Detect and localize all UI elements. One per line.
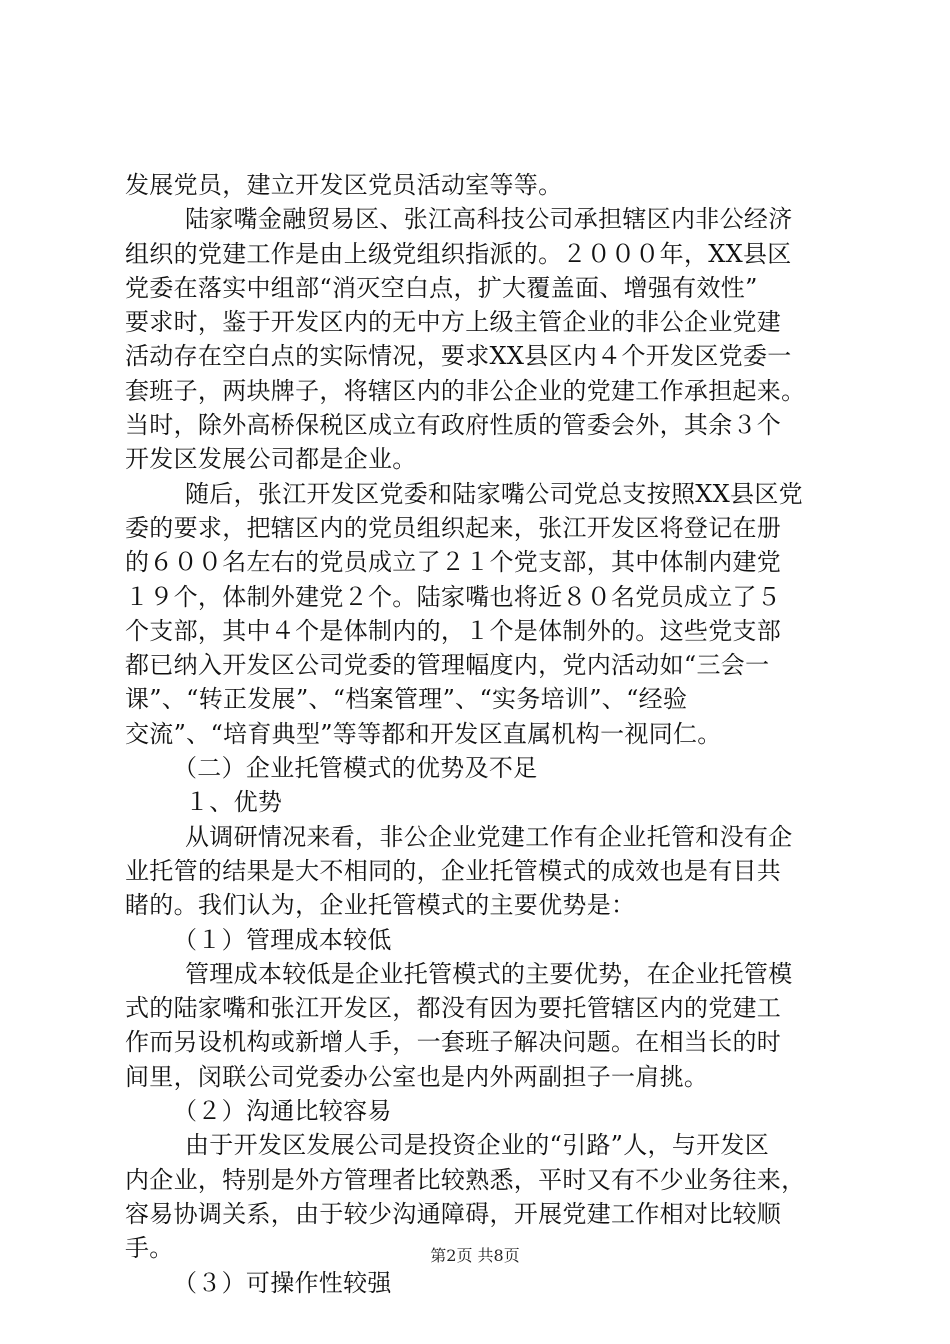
text-line: 套班子，两块牌子，将辖区内的非公企业的党建工作承担起来。: [125, 376, 806, 405]
text-line: 活动存在空白点的实际情况，要求XX县区内４个开发区党委一: [125, 342, 792, 371]
document-body: [125, 168, 845, 1300]
text-line: 内企业，特别是外方管理者比较熟悉，平时又有不少业务往来，: [125, 1165, 806, 1194]
text-line: 由于开发区发展公司是投资企业的“引路”人，与开发区: [185, 1131, 770, 1160]
text-line: 开发区发展公司都是企业。: [125, 445, 417, 474]
text-line: 组织的党建工作是由上级党组织指派的。２０００年，XX县区: [125, 239, 792, 268]
text-line: 间里，闵联公司党委办公室也是内外两副担子一肩挑。: [125, 1062, 709, 1091]
subsection-heading: １、优势: [185, 788, 283, 817]
section-heading: （二）企业托管模式的优势及不足: [173, 754, 538, 783]
page-number-label: 第2页 共8页: [430, 1246, 520, 1265]
text-line: 式的陆家嘴和张江开发区，都没有因为要托管辖区内的党建工: [125, 994, 782, 1023]
text-line: 委的要求，把辖区内的党员组织起来，张江开发区将登记在册: [125, 513, 782, 542]
text-line: 管理成本较低是企业托管模式的主要优势，在企业托管模: [185, 959, 793, 988]
text-line: 作而另设机构或新增人手，一套班子解决问题。在相当长的时: [125, 1028, 782, 1057]
text-line: 个支部，其中４个是体制内的，１个是体制外的。这些党支部: [125, 616, 782, 645]
text-line: 当时，除外高桥保税区成立有政府性质的管委会外，其余３个: [125, 411, 782, 440]
page-footer: [0, 1243, 950, 1266]
item-heading: （３）可操作性较强: [173, 1268, 392, 1297]
text-line: 发展党员，建立开发区党员活动室等等。: [125, 171, 563, 199]
text-line: 陆家嘴金融贸易区、张江高科技公司承担辖区内非公经济: [185, 205, 793, 234]
text-line: 党委在落实中组部“消灭空白点，扩大覆盖面、增强有效性”: [125, 273, 758, 302]
text-line: 的６００名左右的党员成立了２１个党支部，其中体制内建党: [125, 548, 782, 577]
item-heading: （１）管理成本较低: [173, 925, 392, 954]
text-line: 从调研情况来看，非公企业党建工作有企业托管和没有企: [185, 822, 793, 851]
text-line: 交流”、“培育典型”等等都和开发区直属机构一视同仁。: [125, 719, 722, 748]
text-line: 课”、“转正发展”、“档案管理”、“实务培训”、“经验: [125, 685, 688, 714]
text-line: 随后，张江开发区党委和陆家嘴公司党总支按照XX县区党: [185, 479, 803, 508]
text-line: 睹的。我们认为，企业托管模式的主要优势是：: [125, 891, 636, 920]
text-line: 手。: [125, 1234, 174, 1263]
text-line: １９个，体制外建党２个。陆家嘴也将近８０名党员成立了５: [125, 582, 782, 611]
text-line: 业托管的结果是大不相同的，企业托管模式的成效也是有目共: [125, 856, 782, 885]
item-heading: （２）沟通比较容易: [173, 1097, 392, 1126]
text-line: 容易协调关系，由于较少沟通障碍，开展党建工作相对比较顺: [125, 1199, 782, 1228]
text-line: 要求时，鉴于开发区内的无中方上级主管企业的非公企业党建: [125, 308, 782, 337]
text-line: 都已纳入开发区公司党委的管理幅度内，党内活动如“三会一: [125, 651, 770, 680]
